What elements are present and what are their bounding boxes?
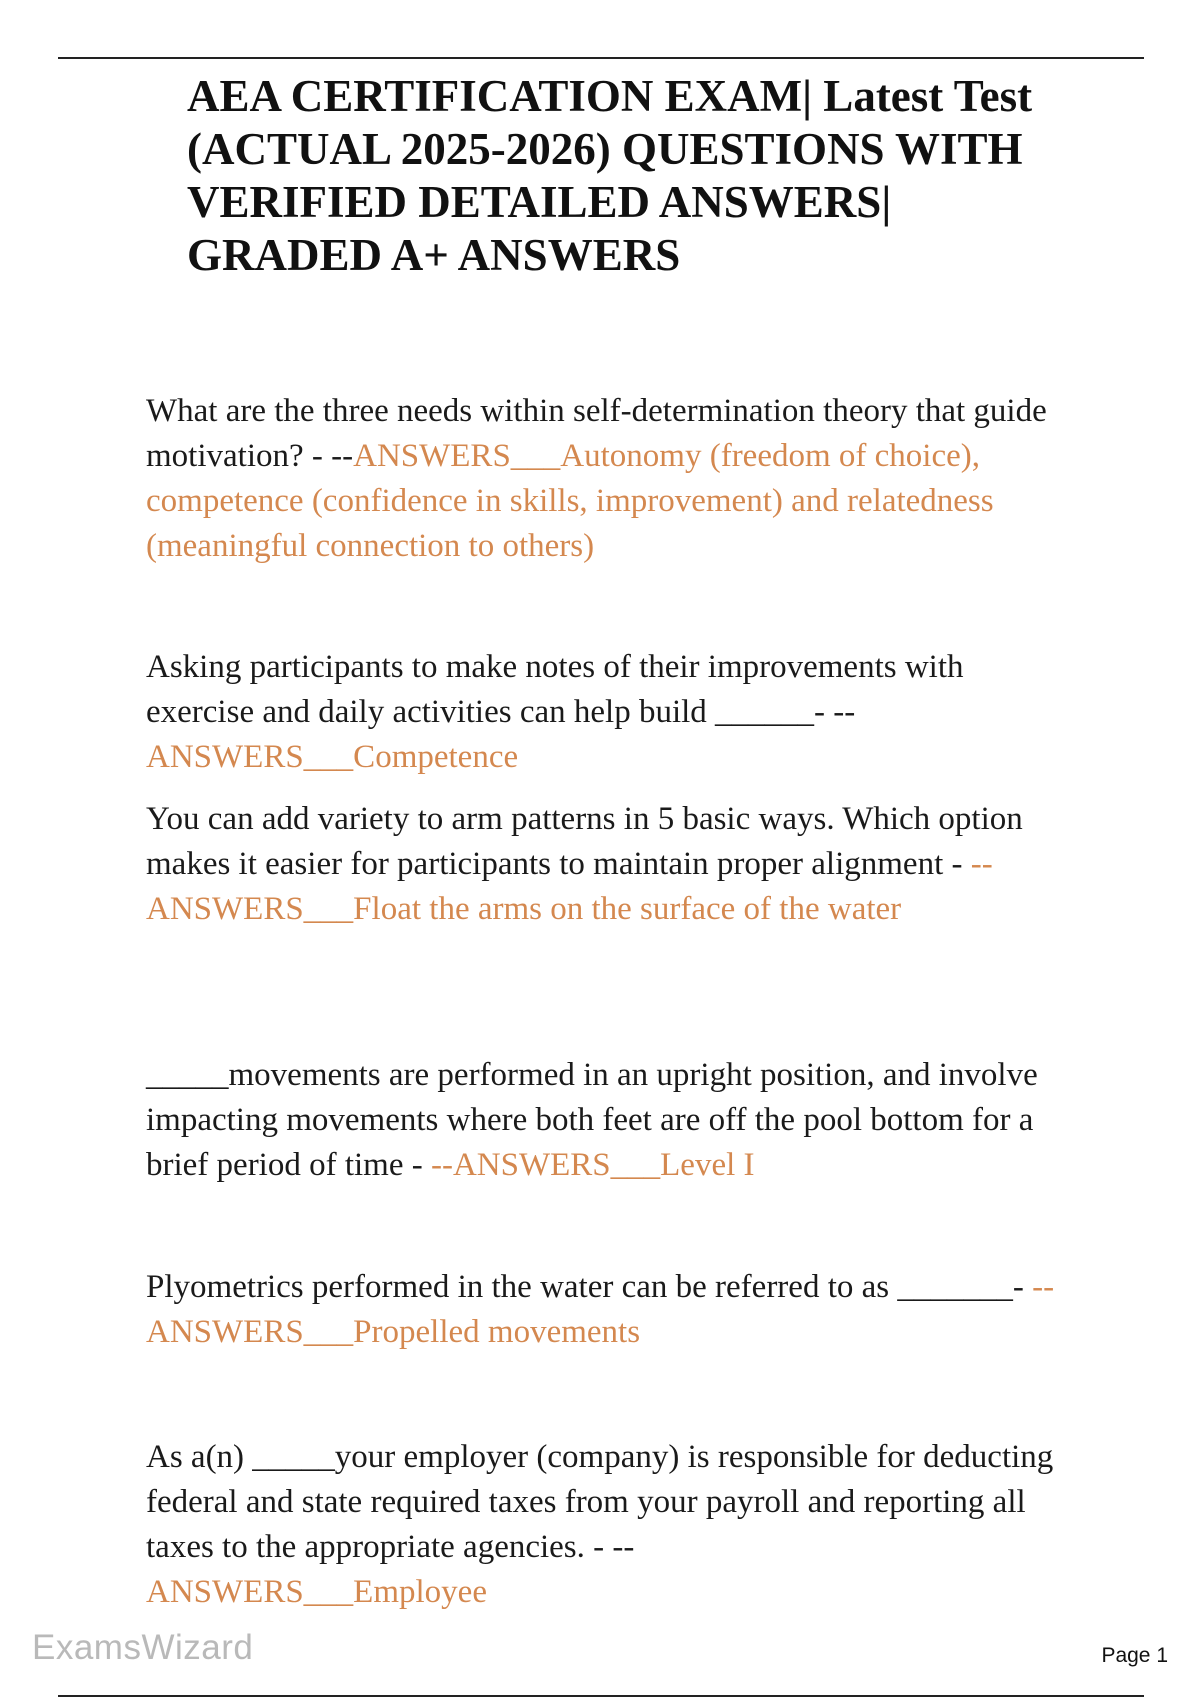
answer-text: ANSWERS___Autonomy (freedom of choice), competence (confidence in skills, improvement) and relatedness (meaningful connection to others) (146, 438, 994, 564)
qa-item-4 (146, 1053, 1066, 1188)
document-title: AEA CERTIFICATION EXAM| Latest Test (ACTUAL 2025-2026) QUESTIONS WITH VERIFIED DETAILED ANSWERS| GRADED A+ ANSWERS (187, 71, 1033, 280)
question-text: As a(n) _____your employer (company) is responsible for deducting federal and state required taxes from your payroll and reporting all taxes to the appropriate agencies. - -- (146, 1439, 1054, 1565)
answer-text: ANSWERS___Employee (146, 1574, 487, 1610)
qa-item-5 (146, 1265, 1066, 1355)
qa-item-3 (146, 797, 1066, 932)
question-text: What are the three needs within self-determination theory that guide motivation? - -- (146, 393, 1047, 474)
answer-text: ANSWERS___Competence (146, 739, 519, 775)
qa-item-6 (146, 1435, 1066, 1615)
question-text: Asking participants to make notes of their improvements with exercise and daily activities can help build ______- -- (146, 649, 964, 730)
question-text: Plyometrics performed in the water can be referred to as _______- (146, 1269, 1024, 1305)
exams-wizard-logo: ExamsWizard (32, 1628, 254, 1667)
question-text: _____movements are performed in an upright position, and involve impacting movements where both feet are off the pool bottom for a brief period of time - (146, 1057, 1038, 1183)
answer-text: --ANSWERS___Level I (422, 1147, 755, 1183)
answer-text: --ANSWERS___Float the arms on the surface of the water (146, 846, 993, 927)
question-text: You can add variety to arm patterns in 5 basic ways. Which option makes it easier for participants to maintain proper alignment - (146, 801, 1023, 882)
answer-text: --ANSWERS___Propelled movements (146, 1269, 1055, 1350)
qa-item-2 (146, 645, 1066, 780)
top-rule (58, 57, 1144, 59)
page-number: Page 1 (1101, 1644, 1168, 1667)
qa-item-1 (146, 389, 1066, 569)
bottom-rule (58, 1695, 1144, 1697)
